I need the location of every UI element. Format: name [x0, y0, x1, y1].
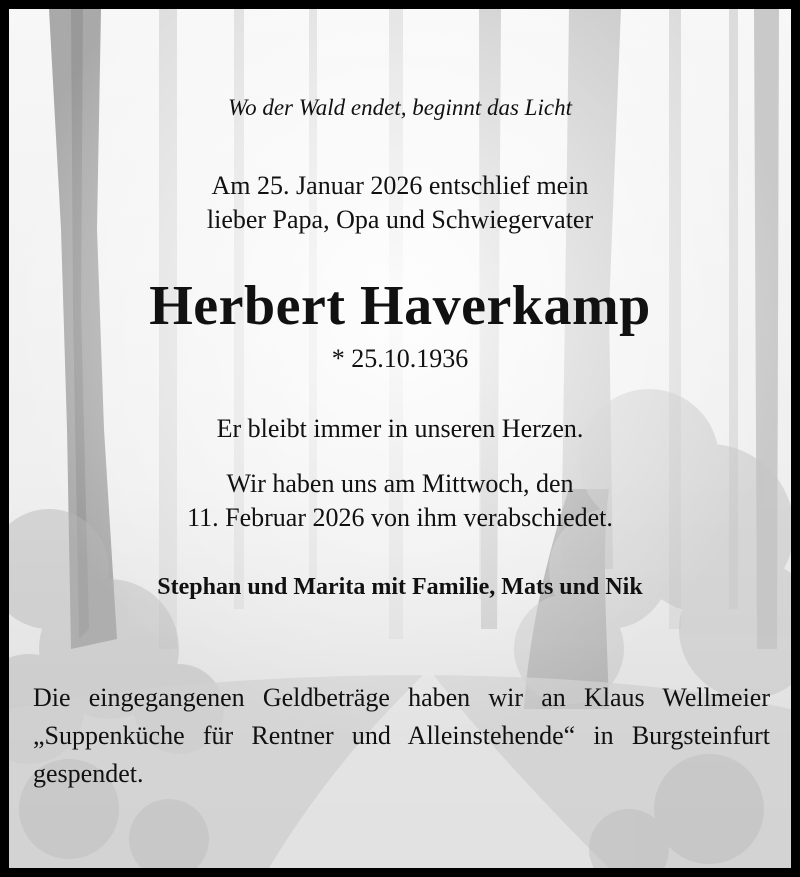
farewell-line-1: Wir haben uns am Mittwoch, den [226, 469, 574, 498]
farewell-line-2: 11. Februar 2026 von ihm verabschiedet. [187, 503, 613, 532]
deceased-name: Herbert Haverkamp [149, 275, 651, 337]
birth-date: * 25.10.1936 [331, 344, 469, 373]
donation-note: Die eingegangenen Geldbeträge haben wir an Klaus Wellmeier „Suppenküche für Rentner und Alleinstehende“ in Burgsteinfurt gespendet. [33, 683, 770, 788]
mourners-signature: Stephan und Marita mit Familie, Mats und Nik [157, 574, 643, 600]
announcement-line-1: Am 25. Januar 2026 entschlief mein [211, 171, 589, 200]
notice-text [9, 9, 791, 868]
announcement-line-2: lieber Papa, Opa und Schwiegervater [206, 205, 594, 234]
remembrance-line: Er bleibt immer in unseren Herzen. [216, 414, 584, 443]
motto: Wo der Wald endet, beginnt das Licht [228, 95, 572, 120]
